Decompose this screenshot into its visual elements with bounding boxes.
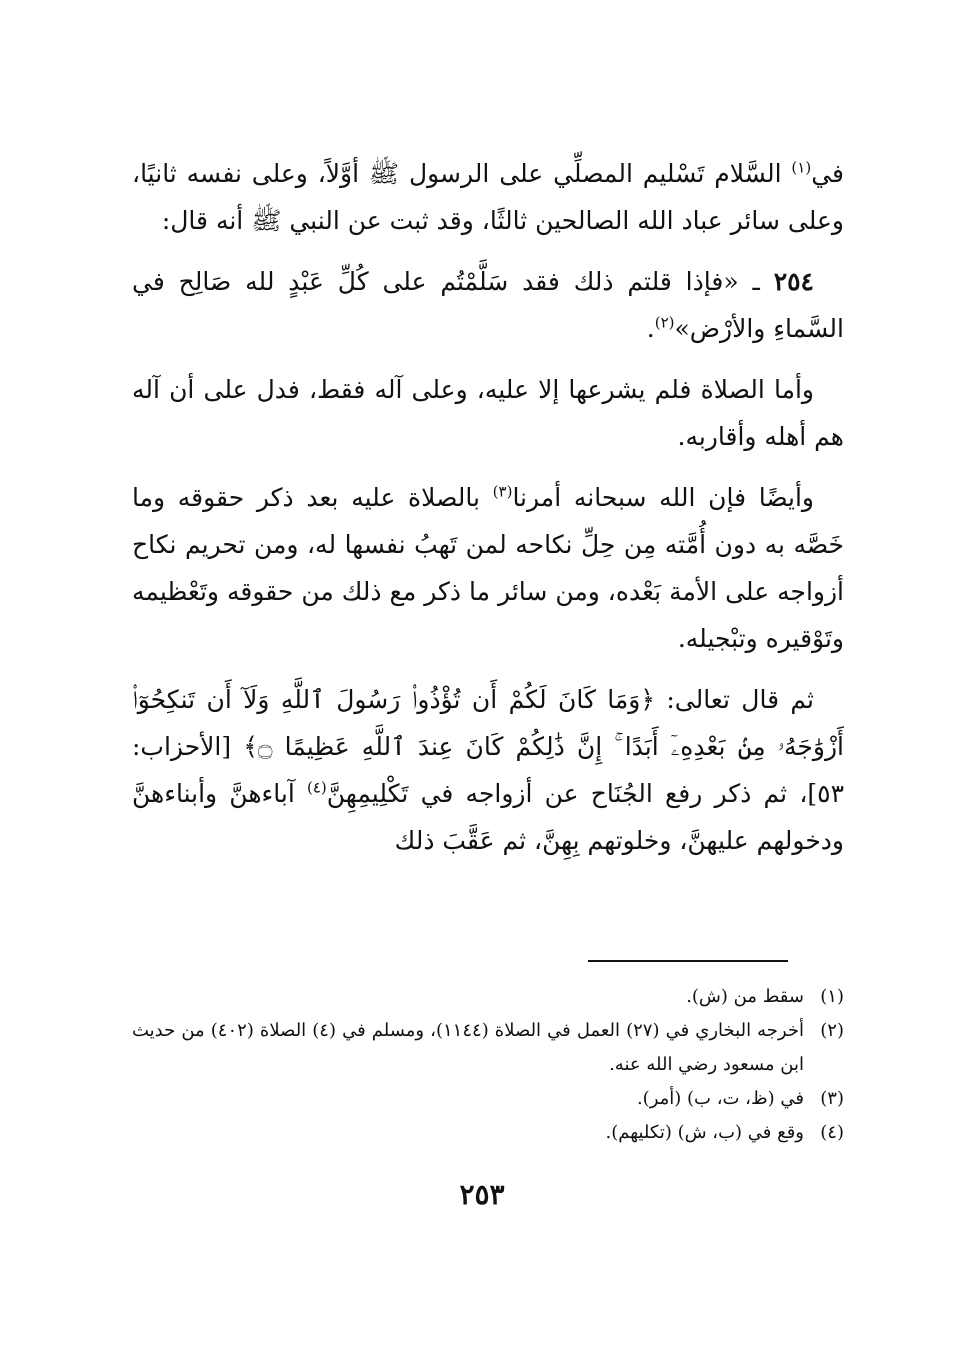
paragraph-2-before: ـ «فإذا قلتم ذلك فقد سَلَّمْتُم على كُلِّ عَبْدٍ لله صَالِح في السَّماءِ والأرْض» <box>132 267 844 343</box>
paragraph-2 <box>132 258 844 352</box>
footnote-ref-2: (٢) <box>654 313 675 332</box>
paragraph-4 <box>132 474 844 662</box>
paragraph-2-after: . <box>646 314 655 343</box>
paragraph-5-after: آباءهنَّ وأبناءهنَّ ودخولهم عليهنَّ، وخلوتهم بِهِنَّ، ثم عَقَّبَ ذلك <box>132 779 844 855</box>
footnote-2 <box>132 1014 844 1082</box>
footnote-1-text: سقط من (ش). <box>686 986 804 1007</box>
footnote-separator <box>588 960 788 962</box>
paragraph-3 <box>132 366 844 460</box>
paragraph-5-before: ثم قال تعالى: ﴿وَمَا كَانَ لَكُمْ أَن تُؤْذُوا۟ رَسُولَ ٱللَّهِ وَلَآ أَن تَنكِحُوٓا۟ أَزْوَٰجَهُۥ مِنۢ بَعْدِهِۦٓ أَبَدًا ۚ إِنَّ ذَٰلِكُمْ كَانَ عِندَ ٱللَّهِ عَظِيمًا ۝﴾ [الأحزاب: ٥٣]، ثم ذكر رفع الجُنَاح عن أزواجه في تَكْلِيمِهِنَّ <box>132 685 845 808</box>
paragraph-3-text: وأما الصلاة فلم يشرعها إلا عليه، وعلى آله فقط، فدل على أن آله هم أهله وأقاربه. <box>132 375 844 451</box>
page-number: ٢٥٣ <box>459 1178 505 1211</box>
footnote-4 <box>132 1116 844 1150</box>
footnotes <box>132 980 844 1150</box>
paragraph-1-after: السَّلام تَسْليم المصلِّي على الرسول ﷺ أوَّلاً، وعلى نفسه ثانيًا، وعلى سائر عباد الله الصالحين ثالثًا، وقد ثبت عن النبي ﷺ أنه قال: <box>132 159 844 235</box>
footnote-3-number: (٣) <box>820 1088 844 1109</box>
footnote-3 <box>132 1082 844 1116</box>
footnote-3-text: في (ظ، ت، ب) (أمر). <box>636 1088 804 1109</box>
hadith-number: ٢٥٤ <box>773 267 814 296</box>
paragraph-5 <box>132 676 844 864</box>
footnote-1-number: (١) <box>820 986 844 1007</box>
footnote-1 <box>132 980 844 1014</box>
paragraph-1 <box>132 150 844 244</box>
footnote-4-text: وقع في (ب، ش) (تكليهم). <box>605 1122 804 1143</box>
footnote-4-number: (٤) <box>820 1122 844 1143</box>
footnote-2-text: أخرجه البخاري في (٢٧) العمل في الصلاة (١١٤٤)، ومسلم في (٤) الصلاة (٤٠٢) من حديث ابن مسعود رضي الله عنه. <box>132 1020 804 1075</box>
footnote-ref-1: (١) <box>791 158 812 177</box>
footnote-2-number: (٢) <box>820 1020 844 1041</box>
paragraph-1-before: في <box>811 159 844 188</box>
main-text <box>132 150 844 878</box>
footnote-ref-4: (٤) <box>307 778 327 797</box>
paragraph-4-after: بالصلاة عليه بعد ذكر حقوقه وما خَصَّه به دون أُمَّته مِن حِلِّ نكاحه لمن تَهبُ نفسها له، ومن تحريم نكاح أزواجه على الأمة بَعْده، ومن سائر ما ذكر مع ذلك من حقوقه وتَعْظيمه وتَوْقيره وتبْجيله. <box>132 483 844 653</box>
paragraph-4-before: وأيضًا فإن الله سبحانه أمرنا <box>512 483 814 512</box>
footnote-ref-3: (٣) <box>492 482 513 501</box>
